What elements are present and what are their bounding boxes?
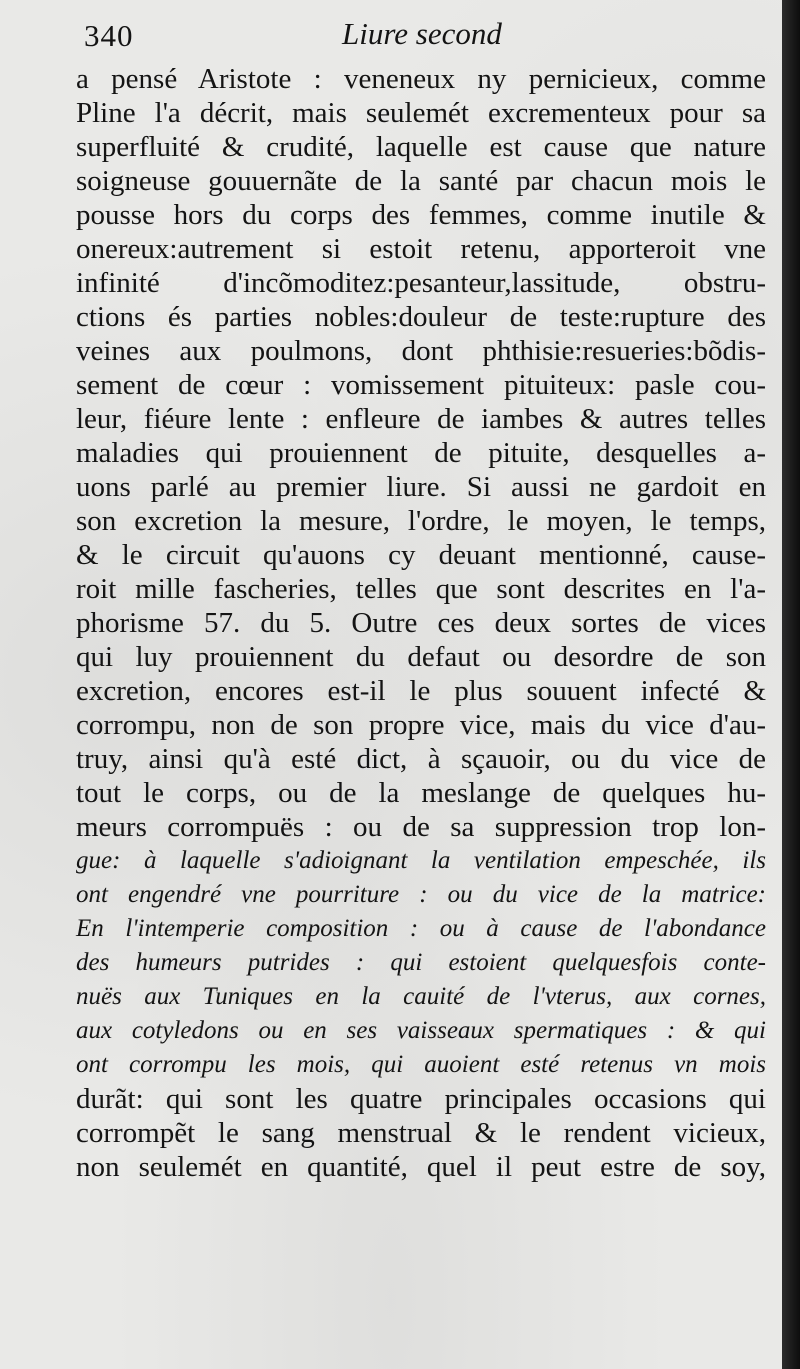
text-line: ont engendré vne pourriture : ou du vice de la matrice: (76, 881, 766, 908)
running-head: Liure second (342, 16, 502, 51)
text-line: soigneuse gouuernãte de la santé par chacun mois le (76, 165, 766, 197)
text-line: & le circuit qu'auons cy deuant mentionné, cause- (76, 539, 766, 571)
text-line: infinité d'incõmoditez:pesanteur,lassitude, obstru- (76, 267, 766, 299)
text-line: non seulemét en quantité, quel il peut estre de soy, (76, 1151, 766, 1183)
text-line: Pline l'a décrit, mais seulemét excrementeux pour sa (76, 97, 766, 129)
text-line: excretion, encores est-il le plus souuent infecté & (76, 675, 766, 707)
text-line: son excretion la mesure, l'ordre, le moyen, le temps, (76, 505, 766, 537)
text-line: tout le corps, ou de la meslange de quelques hu- (76, 777, 766, 809)
text-line: meurs corrompuës : ou de sa suppression trop lon- (76, 811, 766, 843)
text-line: pousse hors du corps des femmes, comme inutile & (76, 199, 766, 231)
text-line: ont corrompu les mois, qui auoient esté retenus vn mois (76, 1051, 766, 1078)
text-line: veines aux poulmons, dont phthisie:resueries:bõdis- (76, 335, 766, 367)
page-number: 340 (84, 18, 134, 53)
text-line: onereux:autrement si estoit retenu, apporteroit vne (76, 233, 766, 265)
text-line: ctions és parties nobles:douleur de teste:rupture des (76, 301, 766, 333)
text-line: aux cotyledons ou en ses vaisseaux spermatiques : & qui (76, 1017, 766, 1044)
text-line: leur, fiéure lente : enfleure de iambes & autres telles (76, 403, 766, 435)
text-line: corrompu, non de son propre vice, mais du vice d'au- (76, 709, 766, 741)
text-line: des humeurs putrides : qui estoient quelquesfois conte- (76, 949, 766, 976)
text-line: nuës aux Tuniques en la cauité de l'vterus, aux cornes, (76, 983, 766, 1010)
text-body (76, 62, 766, 1184)
text-line: sement de cœur : vomissement pituiteux: pasle cou- (76, 369, 766, 401)
text-line: phorisme 57. du 5. Outre ces deux sortes de vices (76, 607, 766, 639)
text-line: qui luy prouiennent du defaut ou desordre de son (76, 641, 766, 673)
text-line: roit mille fascheries, telles que sont descrites en l'a- (76, 573, 766, 605)
page-edge-shadow (782, 0, 800, 1369)
text-line: superfluité & crudité, laquelle est cause que nature (76, 131, 766, 163)
text-line: uons parlé au premier liure. Si aussi ne gardoit en (76, 471, 766, 503)
text-line: gue: à laquelle s'adioignant la ventilation empeschée, ils (76, 847, 766, 874)
text-line: maladies qui prouiennent de pituite, desquelles a- (76, 437, 766, 469)
text-line: a pensé Aristote : veneneux ny pernicieux, comme (76, 63, 766, 95)
text-line: corrompẽt le sang menstrual & le rendent vicieux, (76, 1117, 766, 1149)
text-line: En l'intemperie composition : ou à cause de l'abondance (76, 915, 766, 942)
text-line: truy, ainsi qu'à esté dict, à sçauoir, ou du vice de (76, 743, 766, 775)
page-header (84, 12, 764, 60)
text-line: durãt: qui sont les quatre principales occasions qui (76, 1083, 766, 1115)
